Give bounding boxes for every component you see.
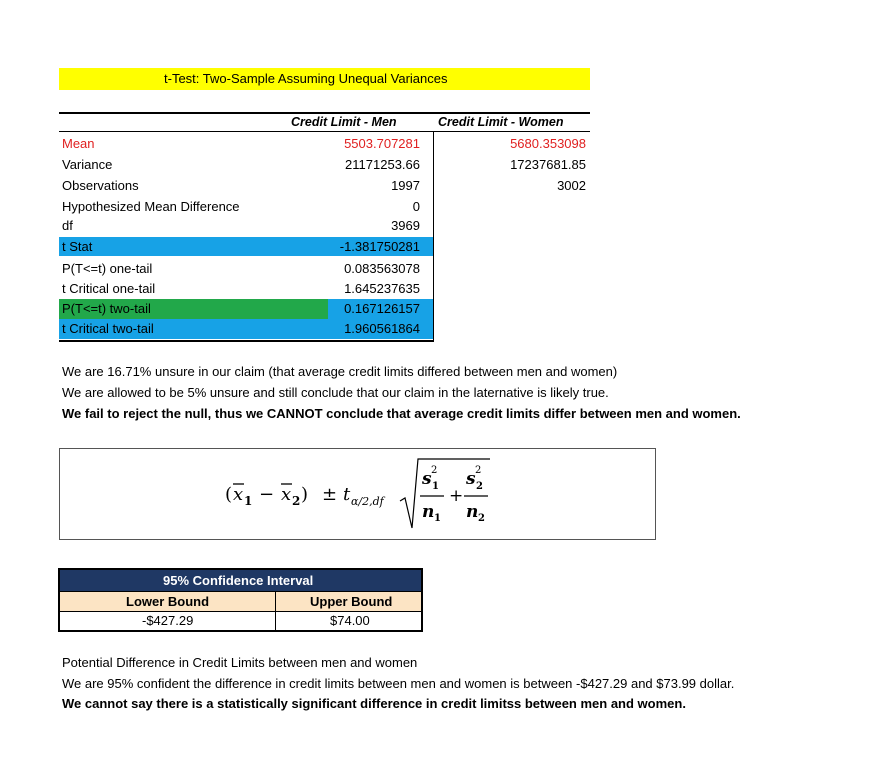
- svg-text:(: (: [225, 484, 233, 505]
- value-men: 5503.707281: [344, 136, 420, 151]
- table-row-p-two-tail: [59, 299, 590, 319]
- conclusion-line-1: We are 16.71% unsure in our claim (that average credit limits differed between men and women): [62, 364, 618, 379]
- value-men: 0.167126157: [344, 301, 420, 316]
- value-men: 0: [412, 199, 420, 214]
- value-men: 1997: [391, 178, 420, 193]
- table-row-mean: [59, 134, 590, 154]
- svg-text:1: 1: [434, 513, 441, 524]
- table-row-hypothesized-mean-difference: [59, 197, 590, 217]
- value-men: 21171253.66: [345, 157, 420, 172]
- ci-upper-value: $74.00: [330, 613, 370, 628]
- row-label: Observations: [62, 178, 139, 193]
- svg-text:1: 1: [244, 494, 253, 508]
- ttest-title: t-Test: Two-Sample Assuming Unequal Variances: [59, 68, 590, 90]
- svg-text:2: 2: [478, 513, 485, 524]
- svg-text:2: 2: [475, 465, 482, 476]
- value-men: -1.381750281: [339, 239, 420, 254]
- conclusion-line-2: We are allowed to be 5% unsure and still conclude that our claim in the laternative is likely true.: [62, 385, 609, 400]
- value-men: 1.960561864: [344, 321, 420, 336]
- svg-text:2: 2: [292, 494, 301, 508]
- ci-lower-value: -$427.29: [142, 613, 194, 628]
- ci-title-text: 95% Confidence Interval: [163, 573, 314, 588]
- value-men: 1.645237635: [344, 281, 420, 296]
- table-row-t-critical-one-tail: [59, 279, 590, 299]
- ci-title: [60, 570, 421, 591]
- table-row-variance: [59, 155, 590, 175]
- conclusion-line-3: We fail to reject the null, thus we CANNOT conclude that average credit limits differ between men and women.: [62, 406, 741, 421]
- col-header-men: Credit Limit - Men: [291, 115, 397, 129]
- confidence-interval-table: [58, 568, 423, 632]
- ci-upper-label: Upper Bound: [310, 594, 393, 609]
- summary-line-2: We are 95% confident the difference in credit limits between men and women is between -$427.29 and $73.99 dollar.: [62, 676, 735, 691]
- svg-text:x: x: [233, 484, 244, 505]
- summary-line-1: Potential Difference in Credit Limits between men and women: [62, 655, 418, 670]
- row-label: Mean: [62, 136, 95, 151]
- row-label: t Critical two-tail: [62, 321, 154, 336]
- svg-text:x: x: [281, 484, 292, 505]
- value-women: 5680.353098: [510, 136, 586, 151]
- svg-text:s: s: [466, 469, 476, 489]
- row-label: Hypothesized Mean Difference: [62, 199, 240, 214]
- value-men: 3969: [391, 218, 420, 233]
- ci-values-row: [60, 611, 421, 630]
- svg-text:±: ±: [322, 484, 338, 505]
- svg-text:2: 2: [476, 481, 483, 492]
- row-label: Variance: [62, 157, 113, 172]
- table-row-df: [59, 216, 590, 236]
- formula-image: [60, 449, 655, 539]
- table-row-observations: [59, 176, 590, 196]
- table-top-rule: [59, 112, 590, 114]
- table-row-t-critical-two-tail: [59, 319, 590, 339]
- summary-line-3: We cannot say there is a statistically significant difference in credit limitss between men and women.: [62, 696, 686, 711]
- row-label: df: [62, 218, 73, 233]
- svg-text:): ): [301, 484, 309, 505]
- table-bottom-rule: [59, 340, 434, 342]
- svg-text:1: 1: [432, 481, 439, 492]
- table-vertical-divider: [433, 131, 434, 341]
- svg-text:n: n: [422, 502, 435, 522]
- svg-text:+: +: [449, 486, 464, 506]
- ci-subheader: [60, 591, 421, 612]
- svg-text:n: n: [466, 502, 479, 522]
- table-row-t-stat: [59, 237, 590, 257]
- svg-text:2: 2: [431, 465, 438, 476]
- row-label: t Critical one-tail: [62, 281, 156, 296]
- table-row-p-one-tail: [59, 259, 590, 279]
- value-men: 0.083563078: [344, 261, 420, 276]
- ci-lower-label: Lower Bound: [126, 594, 210, 609]
- row-label: P(T<=t) two-tail: [62, 301, 151, 316]
- col-header-women: Credit Limit - Women: [438, 115, 564, 129]
- confidence-interval-formula: [59, 448, 656, 540]
- ci-column-divider: [275, 591, 276, 630]
- value-women: 3002: [557, 178, 586, 193]
- row-label: t Stat: [62, 239, 93, 254]
- row-label: P(T<=t) one-tail: [62, 261, 153, 276]
- header-bottom-rule: [59, 131, 590, 132]
- svg-text:−: −: [259, 484, 275, 505]
- value-women: 17237681.85: [510, 157, 586, 172]
- svg-text:s: s: [422, 469, 432, 489]
- svg-text:α/2,df: α/2,df: [351, 495, 384, 508]
- svg-text:t: t: [343, 484, 351, 505]
